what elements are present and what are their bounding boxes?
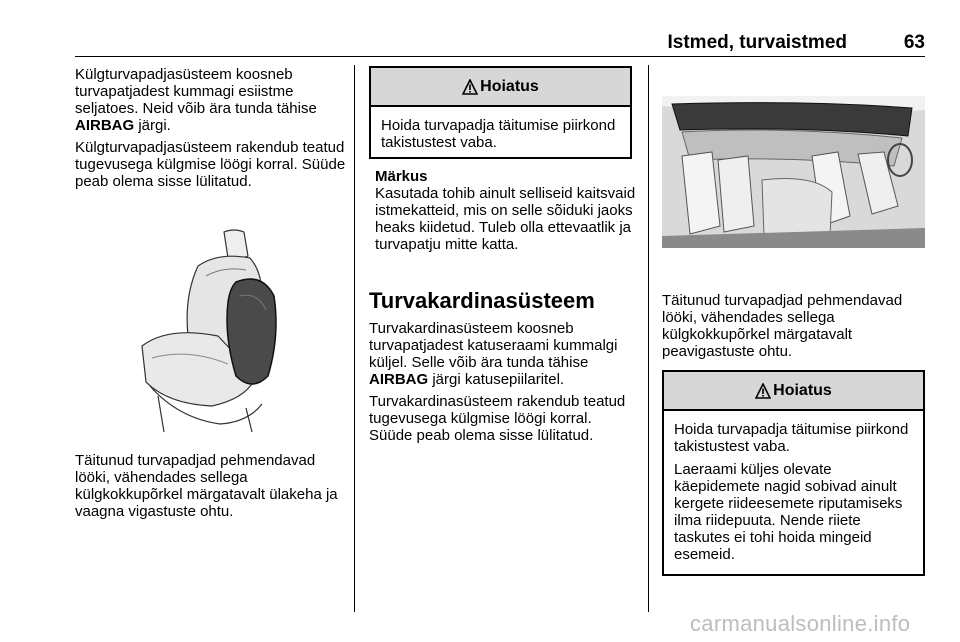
airbag-label: AIRBAG	[75, 117, 135, 134]
header-rule	[75, 56, 925, 57]
column-1-caption	[75, 452, 347, 525]
curtain-airbag-text-b: järgi katusepiilaritel.	[428, 371, 565, 388]
watermark: carmanualsonline.info	[690, 611, 911, 636]
note-text: Kasutada tohib ainult selliseid kaitsvaid istmekatteid, mis on selle sõiduki jaoks heaks kiidetud. Tuleb olla ettevaatlik ja turvapatju mitte katta.	[375, 185, 636, 253]
section-heading: Turvakardinasüsteem	[369, 288, 595, 313]
column-1-text	[75, 66, 347, 195]
side-airbag-text-b: järgi.	[134, 117, 171, 134]
curtain-airbag-caption: Täitunud turvapadjad pehmendavad lööki, vähendades sellega külgkokkupõrkel märgatavalt peavigastuste ohtu.	[662, 292, 903, 360]
warning-box-1	[369, 66, 632, 159]
curtain-airbag-description	[369, 320, 637, 388]
curtain-airbag-text-a: Turvakardinasüsteem koosneb turvapatjadest katuseraami kummalgi küljel. Selle võib ära tunda tähise	[369, 320, 618, 371]
warning-title: Hoiatus	[480, 77, 539, 95]
section-title: Istmed, turvaistmed	[667, 32, 847, 53]
page-header	[75, 32, 925, 54]
side-airbag-text-a: Külgturvapadjasüsteem koosneb turvapatjadest kummagi esiistme seljatoes. Neid võib ära tunda tähise	[75, 66, 317, 117]
warning-box-2	[662, 370, 925, 576]
side-airbag-caption: Täitunud turvapadjad pehmendavad lööki, vähendades sellega külgkokkupõrkel märgatavalt ülakeha ja vaagna vigastuste ohtu.	[75, 452, 338, 520]
warning-triangle-icon	[755, 383, 771, 399]
column-divider-2	[648, 65, 649, 612]
column-3-caption	[662, 292, 930, 365]
warning-title-2: Hoiatus	[773, 381, 832, 399]
column-2-text	[369, 280, 637, 449]
warning-text-2b: Laeraami küljes olevate käepidemete nagid sobivad ainult kergete riideesemete riputamiseks ilma riidepuuta. Nende riiete taskutes ei tohi hoida mingeid esemeid.	[674, 461, 903, 563]
curtain-airbag-illustration	[662, 96, 925, 248]
page-number: 63	[903, 32, 925, 53]
warning-box-body-2	[664, 411, 923, 577]
car-interior-icon	[662, 96, 925, 248]
warning-box-header	[371, 68, 630, 107]
warning-text-2a: Hoida turvapadja täitumise piirkond takistustest vaba.	[674, 421, 909, 455]
note-title: Märkus	[375, 168, 428, 185]
column-divider-1	[354, 65, 355, 612]
warning-box-body	[371, 107, 630, 165]
airbag-label-2: AIRBAG	[369, 371, 429, 388]
seat-airbag-illustration	[128, 226, 288, 436]
warning-triangle-icon	[462, 79, 478, 95]
side-airbag-activation: Külgturvapadjasüsteem rakendub teatud tugevusega külgmise löögi korral. Süüde peab olema sisse lülitatud.	[75, 139, 346, 190]
note-block	[375, 168, 637, 258]
side-airbag-description	[75, 66, 347, 134]
warning-text: Hoida turvapadja täitumise piirkond takistustest vaba.	[381, 117, 616, 151]
warning-box-header-2	[664, 372, 923, 411]
seat-airbag-icon	[128, 226, 288, 436]
curtain-airbag-activation: Turvakardinasüsteem rakendub teatud tugevusega külgmise löögi korral. Süüde peab olema sisse lülitatud.	[369, 393, 626, 444]
